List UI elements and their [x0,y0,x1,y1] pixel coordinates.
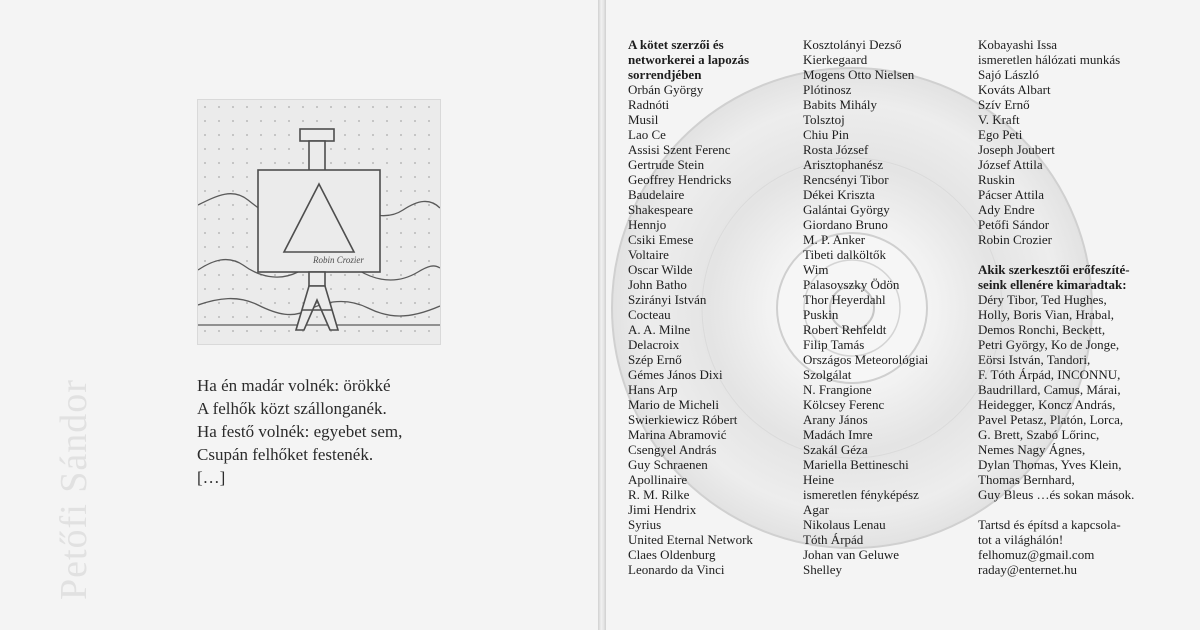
author-name: Shelley [803,562,842,577]
contact-email: raday@enternet.hu [978,562,1077,577]
omitted-line: Nemes Nagy Ágnes, [978,442,1086,457]
author-name: Tolsztoj [803,112,845,127]
author-name: Radnóti [628,97,670,112]
book-gutter [598,0,606,630]
author-name: Johan van Geluwe [803,547,900,562]
author-name: Apollinaire [628,472,688,487]
omitted-line: G. Brett, Szabó Lőrinc, [978,427,1100,442]
author-name: Ego Peti [978,127,1023,142]
omitted-line: Dylan Thomas, Yves Klein, [978,457,1122,472]
author-name: Hennjo [628,217,667,232]
poem-ellipsis: […] [197,468,226,487]
author-name: Orbán György [628,82,704,97]
author-name: Joseph Joubert [978,142,1055,157]
author-name: Guy Schraenen [628,457,708,472]
author-name: Rosta József [803,142,869,157]
author-name: Szirányi István [628,292,707,307]
author-name: Marina Abramović [628,427,727,442]
omitted-heading: seink ellenére kimaradtak: [978,277,1127,292]
omitted-line: Thomas Bernhard, [978,472,1075,487]
author-name: United Eternal Network [628,532,753,547]
drawing-signature: Robin Crozier [313,255,364,265]
author-name: Thor Heyerdahl [803,292,886,307]
author-name: Lao Ce [628,127,666,142]
author-name: Nikolaus Lenau [803,517,886,532]
author-name: Sajó László [978,67,1040,82]
author-name: Hans Arp [628,382,678,397]
author-name: Ady Endre [978,202,1035,217]
omitted-line: F. Tóth Árpád, INCONNU, [978,367,1121,382]
author-name: Robert Rehfeldt [803,322,887,337]
author-name: Jimi Hendrix [628,502,697,517]
author-name: ismeretlen hálózati munkás [978,52,1121,67]
author-name: Kölcsey Ferenc [803,397,885,412]
authors-column-1 [628,37,753,577]
omitted-line: Holly, Boris Vian, Hrabal, [978,307,1115,322]
omitted-line: Eörsi István, Tandori, [978,352,1091,367]
author-name: Kováts Albart [978,82,1051,97]
author-name: Madách Imre [803,427,873,442]
author-name: Giordano Bruno [803,217,888,232]
author-name: A. A. Milne [628,322,691,337]
author-name: N. Frangione [803,382,872,397]
easel-top-clamp [300,129,334,141]
easel-lower-post [309,272,325,286]
author-name: Tóth Árpád [803,532,864,547]
author-name: Kosztolányi Dezső [803,37,902,52]
author-name: M. P. Anker [803,232,866,247]
author-name: Agar [803,502,829,517]
author-name: József Attila [978,157,1043,172]
omitted-line: Déry Tibor, Ted Hughes, [978,292,1107,307]
author-name: Arisztophanész [803,157,884,172]
author-name: Musil [628,112,659,127]
author-name: Mariella Bettineschi [803,457,909,472]
omitted-line: Petri György, Ko de Jonge, [978,337,1120,352]
easel-drawing [197,99,441,345]
author-name: Oscar Wilde [628,262,693,277]
author-name: Csiki Emese [628,232,694,247]
author-name: Swierkiewicz Róbert [628,412,738,427]
omitted-line: Guy Bleus …és sokan mások. [978,487,1135,502]
author-name: Dékei Kriszta [803,187,875,202]
author-name: Gertrude Stein [628,157,705,172]
author-name: Puskin [803,307,839,322]
author-name: ismeretlen fényképész [803,487,919,502]
author-name: Syrius [628,517,662,532]
author-name: Ruskin [978,172,1015,187]
author-name: Gémes János Dixi [628,367,723,382]
author-name: Robin Crozier [978,232,1053,247]
author-name: Voltaire [628,247,669,262]
poem-excerpt [197,374,402,489]
author-name: Babits Mihály [803,97,878,112]
author-name: Heine [803,472,835,487]
author-name: Arany János [803,412,868,427]
author-name: Shakespeare [628,202,693,217]
author-name: Kierkegaard [803,52,868,67]
author-name: Filip Tamás [803,337,865,352]
author-name: Petőfi Sándor [978,217,1050,232]
author-name: V. Kraft [978,112,1020,127]
poem-line: Csupán felhőket festenék. [197,445,374,464]
author-name: Delacroix [628,337,680,352]
author-name: Szép Ernő [628,352,682,367]
author-name: Mogens Otto Nielsen [803,67,915,82]
author-name: Wim [803,262,829,277]
easel-upper-post [309,141,325,171]
omitted-line: Pavel Petasz, Platón, Lorca, [978,412,1124,427]
author-name: Galántai György [803,202,890,217]
vertical-author-name: Petőfi Sándor [53,379,95,600]
contact-line: tot a világhálón! [978,532,1064,547]
author-name: Országos Meteorológiai [803,352,929,367]
omitted-heading: Akik szerkesztői erőfeszíté- [978,262,1130,277]
poem-line: Ha én madár volnék: örökké [197,376,391,395]
author-name: Chiu Pin [803,127,849,142]
omitted-line: Demos Ronchi, Beckett, [978,322,1106,337]
poem-line: A felhők közt szállonganék. [197,399,387,418]
author-name: Leonardo da Vinci [628,562,725,577]
author-name: Rencsényi Tibor [803,172,889,187]
author-name: Baudelaire [628,187,685,202]
section-gap [978,247,1134,262]
author-name: Szív Ernő [978,97,1030,112]
authors-heading: A kötet szerzői és [628,37,724,52]
contact-email: felhomuz@gmail.com [978,547,1095,562]
author-name: R. M. Rilke [628,487,690,502]
author-name: Palasovszky Ödön [803,277,900,292]
author-name: Pácser Attila [978,187,1045,202]
omitted-line: Baudrillard, Camus, Márai, [978,382,1121,397]
authors-column-2 [803,37,928,577]
author-name: Szolgálat [803,367,852,382]
authors-column-3 [978,37,1134,577]
author-name: Kobayashi Issa [978,37,1058,52]
omitted-line: Heidegger, Koncz András, [978,397,1116,412]
author-name: Assisi Szent Ferenc [628,142,731,157]
author-name: Tibeti dalköltők [803,247,886,262]
author-name: Csengyel András [628,442,717,457]
author-name: John Batho [628,277,687,292]
easel-drawing-svg [198,100,440,344]
contact-line: Tartsd és építsd a kapcsola- [978,517,1121,532]
author-name: Szakál Géza [803,442,868,457]
authors-heading: networkerei a lapozás [628,52,750,67]
authors-heading: sorrendjében [628,67,702,82]
author-name: Mario de Micheli [628,397,719,412]
author-name: Geoffrey Hendricks [628,172,732,187]
author-name: Claes Oldenburg [628,547,716,562]
author-name: Plótinosz [803,82,852,97]
poem-line: Ha festő volnék: egyebet sem, [197,422,403,441]
author-name: Cocteau [628,307,671,322]
section-gap [978,502,1134,517]
